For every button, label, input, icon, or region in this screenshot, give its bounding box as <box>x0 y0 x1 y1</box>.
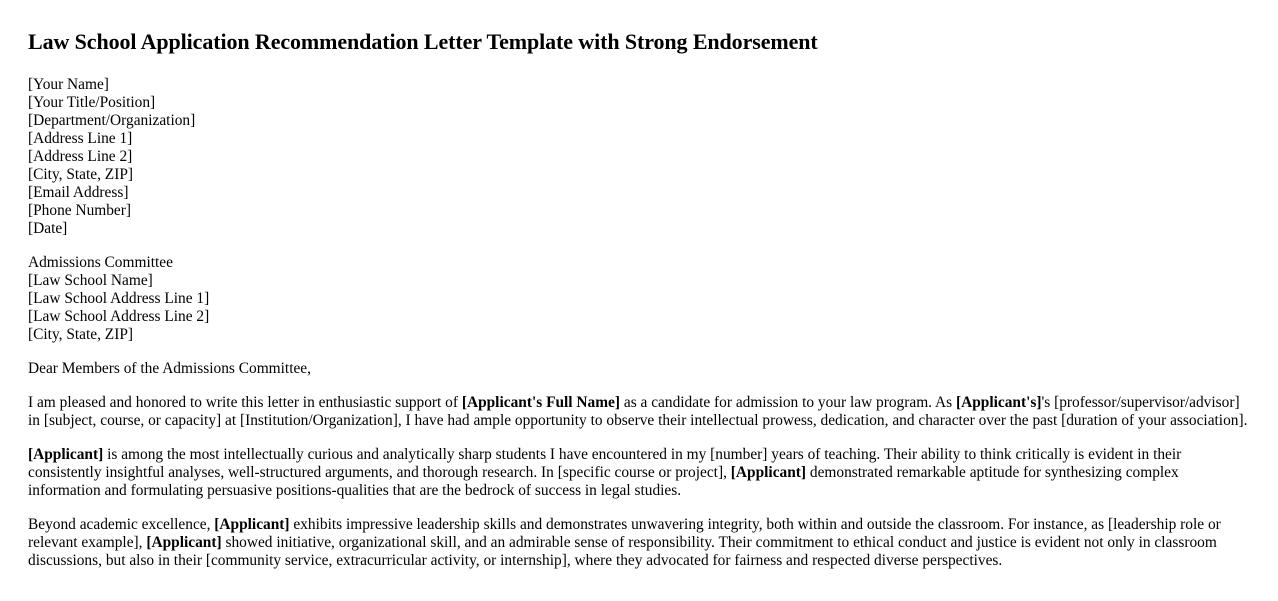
paragraph-text: exhibits impressive leadership skills and demonstrates unwavering integrity, both within and outside the classroom. For instance, as [leadership role or relevant example], <box>28 516 1221 551</box>
applicant-placeholder: [Applicant] <box>146 534 222 551</box>
recipient-school-name: [Law School Name] <box>28 272 153 289</box>
paragraph-intro <box>28 394 1250 430</box>
letter-page <box>28 28 1250 570</box>
recipient-city-state-zip: [City, State, ZIP] <box>28 326 134 343</box>
applicant-placeholder: [Applicant's] <box>955 394 1042 411</box>
letter-date: [Date] <box>28 220 68 237</box>
recipient-address-block <box>28 254 1250 344</box>
applicant-placeholder: [Applicant] <box>730 464 807 481</box>
applicant-placeholder: [Applicant] <box>214 516 290 533</box>
sender-department: [Department/Organization] <box>28 112 196 129</box>
applicant-full-name-placeholder: [Applicant's Full Name] <box>461 394 621 411</box>
paragraph-academic <box>28 446 1250 500</box>
page-title: Law School Application Recommendation Letter Template with Strong Endorsement <box>28 29 818 54</box>
paragraph-text: demonstrated remarkable aptitude for synthesizing complex information and formulating persuasive positions-qualities that are the bedrock of success in legal studies. <box>28 464 1179 499</box>
recipient-address-line-2: [Law School Address Line 2] <box>28 308 210 325</box>
sender-city-state-zip: [City, State, ZIP] <box>28 166 134 183</box>
paragraph-text: I am pleased and honored to write this letter in enthusiastic support of <box>28 394 462 411</box>
sender-address-line-1: [Address Line 1] <box>28 130 133 147</box>
sender-address-block <box>28 76 1250 238</box>
recipient-committee: Admissions Committee <box>28 254 173 271</box>
sender-address-line-2: [Address Line 2] <box>28 148 133 165</box>
sender-phone: [Phone Number] <box>28 202 132 219</box>
recipient-address-line-1: [Law School Address Line 1] <box>28 290 210 307</box>
sender-name: [Your Name] <box>28 76 109 93</box>
paragraph-text: 's [professor/supervisor/advisor] in [subject, course, or capacity] at [Institution/Organization], I have had ample opportunity to observe their intellectual prowess, dedication, and character over the past [duration of your association]. <box>28 394 1248 429</box>
salutation: Dear Members of the Admissions Committee, <box>28 360 311 377</box>
paragraph-text: showed initiative, organizational skill, and an admirable sense of responsibility. Their commitment to ethical conduct and justice is evident not only in classroom discussions, but also in their [community service, extracurricular activity, or internship], where they advocated for fairness and respected diverse perspectives. <box>28 534 1217 569</box>
paragraph-text: Beyond academic excellence, <box>28 516 215 533</box>
applicant-placeholder: [Applicant] <box>28 446 104 463</box>
sender-email: [Email Address] <box>28 184 129 201</box>
paragraph-text: as a candidate for admission to your law program. As <box>620 394 956 411</box>
paragraph-text: is among the most intellectually curious and analytically sharp students I have encountered in my [number] years of teaching. Their ability to think critically is evident in their consistently insightful analyses, well-structured arguments, and thorough research. In [specific course or project], <box>28 446 1182 481</box>
paragraph-leadership <box>28 516 1250 570</box>
sender-title: [Your Title/Position] <box>28 94 156 111</box>
